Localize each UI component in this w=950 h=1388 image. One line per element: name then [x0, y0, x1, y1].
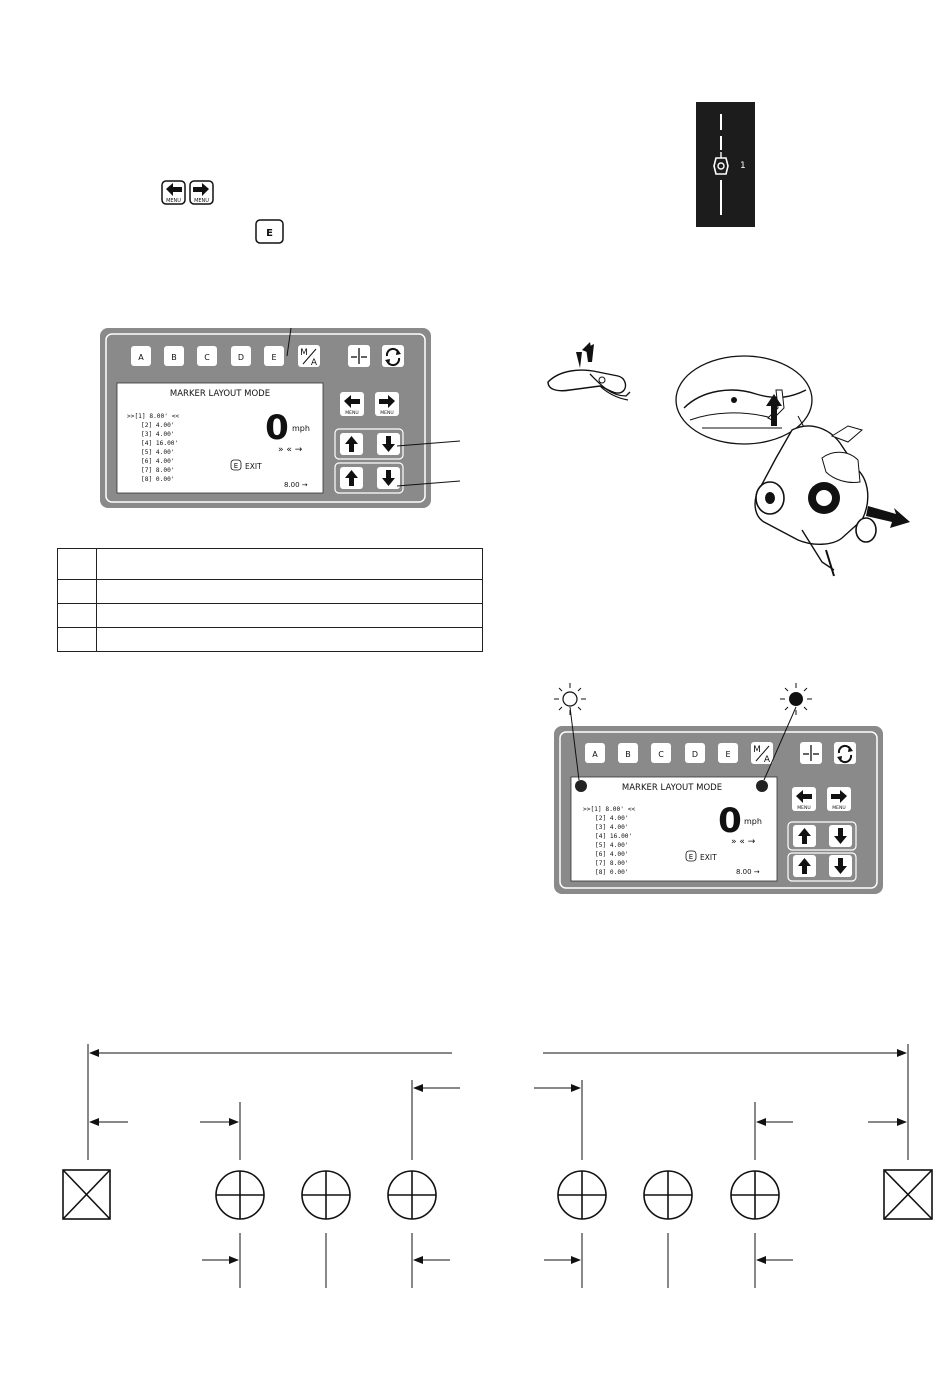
list-item: [5] 4.00' [141, 449, 175, 456]
svg-text:B: B [171, 353, 177, 362]
display-title: MARKER LAYOUT MODE [169, 389, 271, 399]
svg-text:A: A [763, 755, 771, 765]
key-c[interactable] [197, 346, 217, 366]
up-button-2[interactable] [340, 467, 363, 489]
down-button-1[interactable] [377, 433, 400, 455]
svg-text:MENU: MENU [380, 411, 394, 416]
list-item: [3] 4.00' [141, 431, 175, 438]
box-x-icon [63, 1170, 110, 1219]
value-readout: 8.00 → [736, 868, 760, 876]
up-button-1[interactable] [793, 825, 816, 847]
svg-text:C: C [204, 353, 210, 362]
crosshair-marker-icon [388, 1171, 436, 1219]
key-d[interactable] [231, 346, 251, 366]
value-readout: 8.00 → [284, 481, 308, 489]
list-item: [2] 4.00' [595, 815, 629, 822]
list-item: [8] 0.00' [141, 476, 175, 483]
table-row [58, 628, 483, 652]
svg-text:M: M [753, 745, 761, 755]
svg-text:A: A [310, 358, 318, 368]
crosshair-marker-icon [216, 1171, 264, 1219]
list-item: [5] 4.00' [595, 842, 629, 849]
key-e[interactable] [264, 346, 284, 366]
svg-text:A: A [138, 353, 144, 362]
control-panel-bottom [552, 680, 886, 896]
crosshair-marker-icon [644, 1171, 692, 1219]
split-key[interactable] [348, 345, 370, 367]
crosshair-marker-icon [731, 1171, 779, 1219]
key-b[interactable] [618, 743, 638, 763]
list-item: >>[1] 8.00' << [583, 806, 636, 813]
svg-text:MENU: MENU [832, 806, 846, 811]
key-c[interactable] [651, 743, 671, 763]
down-button-2[interactable] [377, 467, 400, 489]
down-button-1[interactable] [829, 825, 852, 847]
exit-label: EXIT [700, 853, 717, 862]
exit-label: EXIT [245, 462, 262, 471]
svg-text:M: M [300, 348, 308, 358]
speed-unit: mph [744, 817, 762, 826]
left-arrow-menu-icon [162, 181, 185, 204]
speed-value: 0 [718, 801, 742, 841]
table-row [58, 549, 483, 580]
right-arrow-menu-icon [190, 181, 213, 204]
menu-right-button[interactable] [827, 787, 851, 811]
key-e[interactable] [718, 743, 738, 763]
speed-value: 0 [265, 408, 289, 448]
cycle-key[interactable] [382, 345, 404, 367]
key-d[interactable] [685, 743, 705, 763]
marker-layout-diagram [0, 1030, 950, 1330]
striper-machine-icon [672, 350, 912, 582]
right-indicator-light [756, 780, 768, 792]
svg-text:E: E [688, 853, 694, 861]
speed-unit: mph [292, 424, 310, 433]
svg-text:E: E [233, 462, 239, 470]
key-ma[interactable] [298, 345, 320, 368]
list-item: [8] 0.00' [595, 869, 629, 876]
lamp-on-icon [780, 683, 812, 715]
menu-left-button[interactable] [340, 392, 364, 416]
svg-text:B: B [625, 750, 631, 759]
list-item: [7] 8.00' [141, 467, 175, 474]
list-item: [6] 4.00' [595, 851, 629, 858]
split-key[interactable] [800, 742, 822, 764]
list-item: [2] 4.00' [141, 422, 175, 429]
list-item: >>[1] 8.00' << [127, 413, 180, 420]
arrow-menu-icons [160, 180, 216, 206]
table-row [58, 604, 483, 628]
svg-text:E: E [271, 353, 277, 362]
trigger-icon [540, 340, 640, 410]
cycle-key[interactable] [834, 742, 856, 764]
list-item: [4] 16.00' [141, 440, 179, 447]
nav-indicator: » « → [731, 837, 756, 847]
crosshair-marker-icon [558, 1171, 606, 1219]
svg-text:D: D [691, 750, 699, 759]
key-ma[interactable] [751, 742, 773, 765]
left-indicator-light [575, 780, 587, 792]
crosshair-marker-icon [302, 1171, 350, 1219]
svg-text:1: 1 [740, 161, 746, 171]
key-b[interactable] [164, 346, 184, 366]
table-row [58, 580, 483, 604]
svg-text:MENU: MENU [797, 806, 811, 811]
list-item: [7] 8.00' [595, 860, 629, 867]
list-item: [4] 16.00' [595, 833, 633, 840]
key-a[interactable] [131, 346, 151, 366]
svg-text:D: D [237, 353, 245, 362]
up-button-1[interactable] [340, 433, 363, 455]
svg-text:MENU: MENU [166, 198, 181, 204]
nav-indicator: » « → [278, 445, 303, 455]
display-title: MARKER LAYOUT MODE [621, 783, 723, 793]
key-a[interactable] [585, 743, 605, 763]
box-x-icon [884, 1170, 932, 1219]
down-button-2[interactable] [829, 855, 852, 877]
up-button-2[interactable] [793, 855, 816, 877]
control-panel-top [100, 328, 462, 508]
svg-text:E: E [725, 750, 731, 759]
svg-text:MENU: MENU [194, 198, 209, 204]
list-item: [3] 4.00' [595, 824, 629, 831]
bypass-indicator [696, 102, 756, 228]
svg-text:A: A [592, 750, 598, 759]
menu-left-button[interactable] [792, 787, 816, 811]
list-item: [6] 4.00' [141, 458, 175, 465]
svg-text:E: E [266, 228, 273, 239]
svg-text:MENU: MENU [345, 411, 359, 416]
svg-text:C: C [658, 750, 664, 759]
e-key-icon [255, 219, 285, 245]
menu-right-button[interactable] [375, 392, 399, 416]
callout-table [57, 548, 483, 652]
